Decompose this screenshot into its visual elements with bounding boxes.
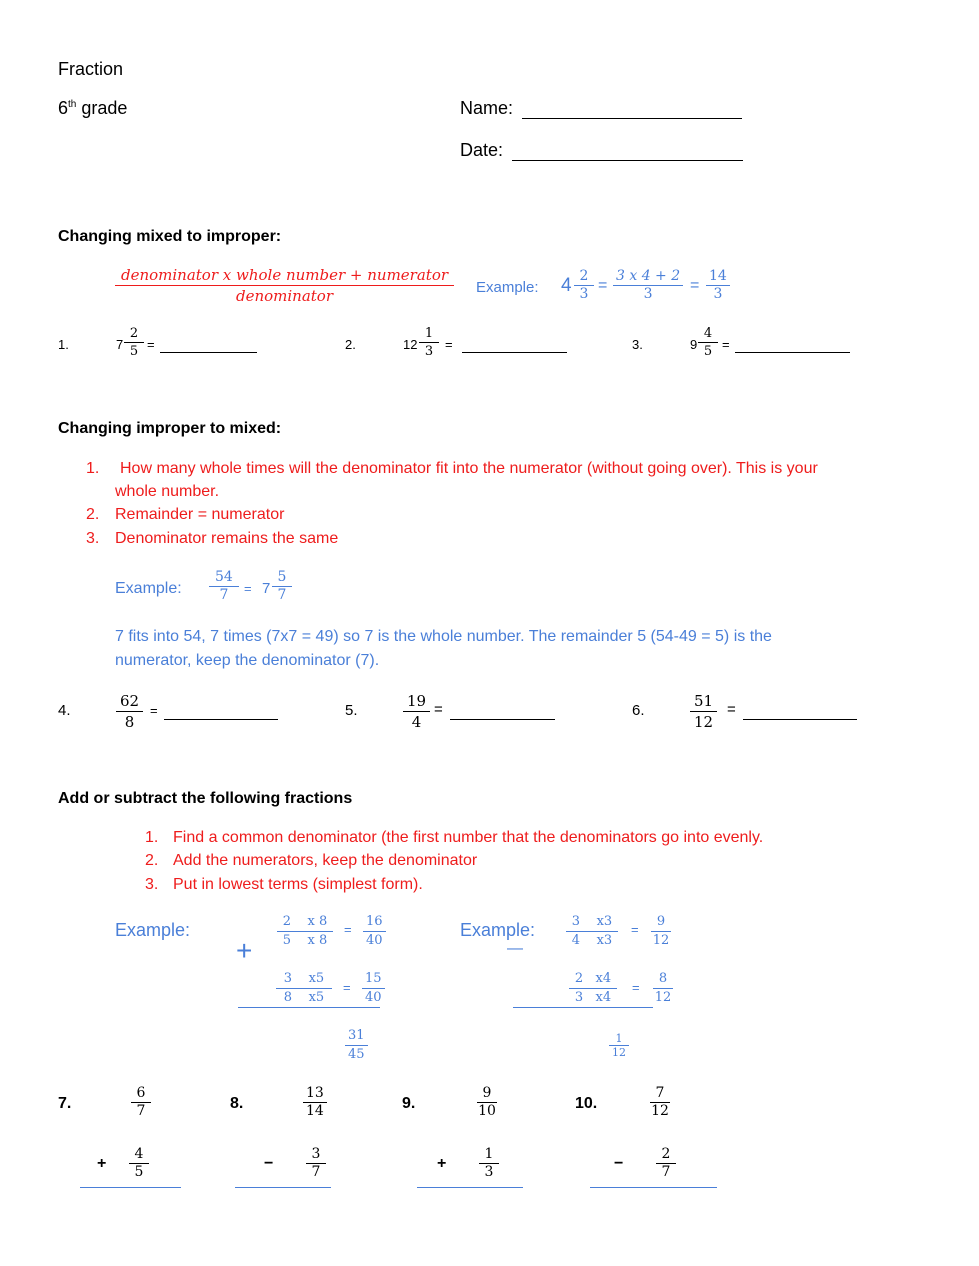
denominator: 7	[277, 587, 287, 603]
numerator: 3	[306, 1146, 326, 1164]
denominator: 5	[134, 1164, 144, 1180]
step-text: Denominator remains the same	[115, 530, 339, 547]
denominator: 3	[643, 286, 653, 302]
denominator: 12	[694, 713, 714, 731]
numerator: 2	[574, 268, 594, 286]
example-result-fraction	[363, 913, 386, 950]
numerator: 2	[124, 325, 144, 343]
problem-label: 7.	[58, 1095, 72, 1112]
problem-fraction	[690, 691, 717, 732]
answer-blank[interactable]	[743, 719, 857, 720]
example-answer-fraction	[345, 1027, 368, 1064]
example-fraction	[277, 913, 333, 950]
denominator: 40	[366, 933, 383, 948]
numerator: 5	[272, 569, 292, 587]
example-fraction	[574, 268, 594, 303]
example-result-fraction	[651, 913, 671, 950]
name-field[interactable]	[522, 118, 742, 119]
numerator: 14	[706, 268, 730, 286]
numerator: 8	[653, 970, 673, 989]
step-text: Put in lowest terms (simplest form).	[173, 876, 423, 893]
answer-blank[interactable]	[450, 719, 555, 720]
formula-numerator: denominator x whole number + numerator	[115, 265, 454, 286]
numerator: 15	[362, 970, 385, 989]
example-fraction	[569, 970, 617, 1007]
denominator: 7	[136, 1103, 146, 1119]
equals-sign: =	[727, 701, 736, 718]
grade-word: grade	[81, 98, 128, 118]
numerator: 3 x 4 + 2	[613, 268, 683, 286]
numerator: 7	[650, 1085, 670, 1103]
problem-fraction	[403, 691, 430, 732]
problem-label: 10.	[575, 1095, 598, 1112]
section-heading-improper-to-mixed: Changing improper to mixed:	[58, 420, 282, 437]
grade-superscript: th	[68, 99, 77, 110]
operator-sign: −	[614, 1155, 624, 1172]
minus-sign: —	[507, 940, 523, 957]
denominator: 3	[579, 286, 589, 302]
numerator: 4	[698, 325, 718, 343]
answer-line[interactable]	[80, 1187, 181, 1188]
denominator: 14	[306, 1103, 324, 1119]
numerator: 3 x5	[276, 970, 332, 989]
step-text: Add the numerators, keep the denominator	[173, 852, 478, 869]
step-number: 2.	[145, 852, 159, 869]
denominator: 12	[612, 1046, 626, 1059]
problem-fraction	[698, 325, 718, 360]
denominator: 5 x 8	[282, 933, 328, 948]
problem-label: 4.	[58, 702, 71, 719]
problem-fraction-bottom	[656, 1146, 676, 1181]
equals-sign: =	[722, 337, 730, 352]
denominator: 8 x5	[283, 990, 325, 1005]
numerator: 9	[651, 913, 671, 932]
equals-sign: =	[150, 703, 158, 718]
name-label: Name:	[460, 98, 514, 118]
denominator: 7	[661, 1164, 671, 1180]
denominator: 7	[311, 1164, 321, 1180]
denominator: 10	[478, 1103, 496, 1119]
problem-label: 5.	[345, 702, 358, 719]
equals-sign: =	[632, 980, 640, 995]
grade-label	[58, 98, 127, 119]
numerator: 6	[131, 1085, 151, 1103]
problem-fraction-top	[650, 1085, 670, 1120]
step-text: How many whole times will the denominator fit into the numerator (without going over). This is your	[120, 460, 818, 477]
numerator: 1	[479, 1146, 499, 1164]
example-whole: 7	[262, 580, 271, 597]
equals-sign: =	[244, 581, 252, 596]
problem-fraction-bottom	[479, 1146, 499, 1181]
step-number: 1.	[145, 829, 159, 846]
section-heading-add-subtract: Add or subtract the following fractions	[58, 790, 353, 807]
numerator: 51	[690, 691, 717, 712]
example-whole: 4	[561, 275, 572, 296]
numerator: 9	[477, 1085, 497, 1103]
example-label: Example:	[476, 279, 539, 296]
date-label: Date:	[460, 140, 504, 160]
example-fraction	[566, 913, 618, 950]
sum-line	[238, 1007, 380, 1008]
operator-sign: +	[97, 1155, 107, 1172]
equals-sign: =	[598, 277, 608, 294]
equals-sign: =	[147, 337, 155, 352]
denominator: 8	[124, 713, 135, 731]
denominator: 45	[348, 1047, 365, 1062]
equals-sign: =	[434, 701, 443, 718]
answer-line[interactable]	[417, 1187, 523, 1188]
answer-line[interactable]	[235, 1187, 331, 1188]
example-label: Example:	[115, 580, 182, 597]
example-result-fraction	[362, 970, 385, 1007]
numerator: 1	[419, 325, 439, 343]
numerator: 3 x3	[566, 913, 618, 932]
date-field[interactable]	[512, 160, 743, 161]
numerator: 62	[116, 691, 143, 712]
problem-whole: 7	[116, 337, 124, 352]
numerator: 1	[609, 1032, 629, 1046]
numerator: 54	[209, 569, 239, 587]
numerator: 16	[363, 913, 386, 932]
problem-label: 1.	[58, 337, 69, 352]
equals-sign: =	[343, 980, 351, 995]
denominator: 4	[411, 713, 422, 731]
problem-fraction	[124, 325, 144, 360]
problem-fraction-bottom	[306, 1146, 326, 1181]
denominator: 3 x4	[574, 990, 612, 1005]
step-number: 3.	[145, 876, 159, 893]
denominator: 5	[129, 344, 139, 359]
equals-sign: =	[690, 277, 700, 294]
plus-sign: +	[236, 935, 253, 966]
answer-blank[interactable]	[735, 352, 850, 353]
example-improper-fraction	[209, 569, 239, 604]
answer-blank[interactable]	[164, 719, 278, 720]
formula-denominator: denominator	[235, 287, 334, 305]
problem-whole: 9	[690, 337, 698, 352]
problem-whole: 12	[403, 337, 418, 352]
problem-label: 8.	[230, 1095, 244, 1112]
denominator: 12	[654, 990, 672, 1005]
formula-fraction	[115, 265, 454, 306]
example-label: Example:	[460, 920, 536, 940]
denominator: 12	[652, 933, 670, 948]
problem-fraction	[419, 325, 439, 360]
explanation-line: 7 fits into 54, 7 times (7x7 = 49) so 7 is the whole number. The remainder 5 (54-49 = 5) is the	[115, 628, 772, 645]
numerator: 2 x4	[569, 970, 617, 989]
problem-fraction	[116, 691, 143, 732]
answer-line[interactable]	[590, 1187, 717, 1188]
answer-blank[interactable]	[160, 352, 257, 353]
step-text: Remainder = numerator	[115, 506, 285, 523]
numerator: 13	[303, 1085, 327, 1103]
section-heading-mixed-to-improper: Changing mixed to improper:	[58, 228, 282, 245]
example-result-fraction	[706, 268, 730, 303]
numerator: 4	[129, 1146, 149, 1164]
denominator: 4 x3	[571, 933, 613, 948]
worksheet-title: Fraction	[58, 59, 124, 79]
problem-label: 9.	[402, 1095, 416, 1112]
example-label: Example:	[115, 920, 191, 940]
example-result-fraction	[653, 970, 673, 1007]
problem-fraction-top	[477, 1085, 497, 1120]
equals-sign: =	[631, 922, 639, 937]
denominator: 3	[484, 1164, 494, 1180]
grade-number: 6	[58, 98, 69, 118]
step-number: 2.	[86, 506, 100, 523]
problem-fraction-top	[131, 1085, 151, 1120]
example-result-fraction	[272, 569, 292, 604]
operator-sign: +	[437, 1155, 447, 1172]
denominator: 3	[713, 286, 723, 302]
denominator: 7	[219, 587, 229, 603]
example-answer-fraction	[609, 1032, 629, 1059]
equals-sign: =	[344, 922, 352, 937]
problem-label: 6.	[632, 702, 645, 719]
denominator: 5	[703, 344, 713, 359]
problem-label: 2.	[345, 337, 356, 352]
numerator: 19	[403, 691, 430, 712]
example-mid-fraction	[613, 268, 683, 303]
problem-label: 3.	[632, 337, 643, 352]
numerator: 2	[656, 1146, 676, 1164]
operator-sign: −	[264, 1155, 274, 1172]
answer-blank[interactable]	[462, 352, 567, 353]
difference-line	[513, 1007, 653, 1008]
denominator: 40	[365, 990, 382, 1005]
step-number: 3.	[86, 530, 100, 547]
explanation-line: numerator, keep the denominator (7).	[115, 652, 380, 669]
problem-fraction-top	[303, 1085, 327, 1120]
denominator: 12	[651, 1103, 669, 1119]
denominator: 3	[424, 344, 434, 359]
equals-sign: =	[445, 337, 453, 352]
example-fraction	[276, 970, 332, 1007]
problem-fraction-bottom	[129, 1146, 149, 1181]
step-text: Find a common denominator (the first number that the denominators go into evenly.	[173, 829, 764, 846]
numerator: 31	[345, 1027, 368, 1046]
step-number: 1.	[86, 460, 100, 477]
numerator: 2 x 8	[277, 913, 333, 932]
step-text-continued: whole number.	[115, 483, 220, 500]
